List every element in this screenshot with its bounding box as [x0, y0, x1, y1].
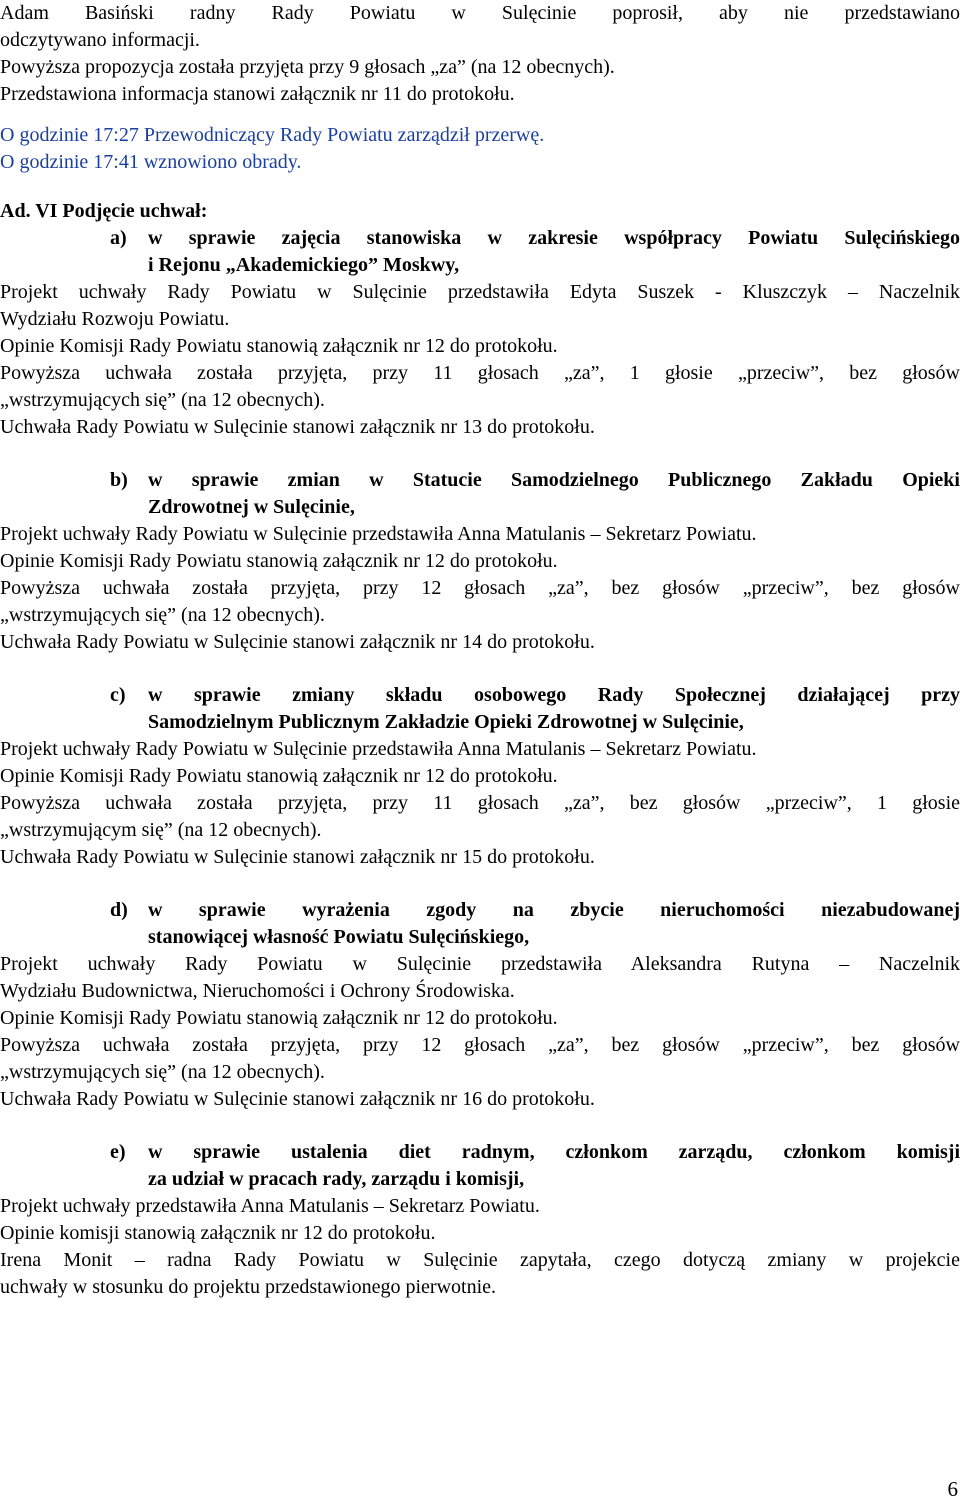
vote-line-2: „wstrzymujących się” (na 12 obecnych). [0, 389, 325, 411]
project-line-1: Projekt uchwały Rady Powiatu w Sulęcinie przedstawiła Anna Matulanis – Sekretarz Powiatu. [0, 738, 757, 760]
opinion-line: Opinie Komisji Rady Powiatu stanowią załącznik nr 12 do protokołu. [0, 550, 558, 572]
vote-line-1: Powyższa uchwała została przyjęta, przy 12 głosach „za”, bez głosów „przeciw”, bez głosów [0, 577, 960, 599]
item-label: a) [110, 227, 127, 249]
vote-line-1: Powyższa uchwała została przyjęta, przy 12 głosach „za”, bez głosów „przeciw”, bez głosów [0, 1034, 960, 1056]
title-line-1: w sprawie zmiany składu osobowego Rady Społecznej działającej przy [148, 684, 960, 706]
question-line-2: uchwały w stosunku do projektu przedstawionego pierwotnie. [0, 1276, 497, 1298]
opinion-line: Opinie Komisji Rady Powiatu stanowią załącznik nr 12 do protokołu. [0, 335, 558, 357]
item-label: b) [110, 469, 128, 491]
break-line-2: O godzinie 17:41 wznowiono obrady. [0, 151, 302, 173]
intro-block [0, 0, 960, 108]
opinion-line: Opinie Komisji Rady Powiatu stanowią załącznik nr 12 do protokołu. [0, 1007, 558, 1029]
resolution-title [110, 467, 960, 521]
project-line-1: Projekt uchwały przedstawiła Anna Matulanis – Sekretarz Powiatu. [0, 1195, 540, 1217]
resolution-line: Uchwała Rady Powiatu w Sulęcinie stanowi załącznik nr 14 do protokołu. [0, 631, 595, 653]
title-line-1: w sprawie wyrażenia zgody na zbycie nieruchomości niezabudowanej [148, 899, 960, 921]
title-line-2: za udział w pracach rady, zarządu i komisji, [148, 1168, 525, 1190]
section-heading: Ad. VI Podjęcie uchwał: [0, 200, 208, 222]
item-label: c) [110, 684, 126, 706]
resolution-title [110, 1139, 960, 1193]
item-label: e) [110, 1141, 126, 1163]
resolution-item-e [0, 1139, 960, 1247]
title-line-2: i Rejonu „Akademickiego” Moskwy, [148, 254, 460, 276]
page-number: 6 [947, 1477, 958, 1501]
question-block [0, 1247, 960, 1301]
title-line-2: stanowiącej własność Powiatu Sulęcińskiego, [148, 926, 530, 948]
vote-line-2: „wstrzymujących się” (na 12 obecnych). [0, 604, 325, 626]
project-line-1: Projekt uchwały Rady Powiatu w Sulęcinie przedstawiła Edyta Suszek - Kluszczyk – Naczelnik [0, 281, 960, 303]
intro-line-4: Przedstawiona informacja stanowi załącznik nr 11 do protokołu. [0, 83, 515, 105]
project-line-2: Wydziału Rozwoju Powiatu. [0, 308, 230, 330]
vote-line-1: Powyższa uchwała została przyjęta, przy 11 głosach „za”, 1 głosie „przeciw”, bez głosów [0, 362, 960, 384]
vote-line-2: „wstrzymujących się” (na 12 obecnych). [0, 1061, 325, 1083]
opinion-line: Opinie Komisji Rady Powiatu stanowią załącznik nr 12 do protokołu. [0, 765, 558, 787]
resolution-item-a [0, 225, 960, 441]
item-label: d) [110, 899, 128, 921]
resolution-item-d [0, 897, 960, 1113]
vote-line-1: Powyższa uchwała została przyjęta, przy 11 głosach „za”, bez głosów „przeciw”, 1 głosie [0, 792, 960, 814]
resolution-item-b [0, 467, 960, 656]
title-line-1: w sprawie zmian w Statucie Samodzielnego Publicznego Zakładu Opieki [148, 469, 960, 491]
break-block [0, 122, 960, 176]
resolution-title [110, 897, 960, 951]
resolution-line: Uchwała Rady Powiatu w Sulęcinie stanowi załącznik nr 16 do protokołu. [0, 1088, 595, 1110]
resolution-line: Uchwała Rady Powiatu w Sulęcinie stanowi załącznik nr 13 do protokołu. [0, 416, 595, 438]
title-line-2: Zdrowotnej w Sulęcinie, [148, 496, 355, 518]
intro-line-3: Powyższa propozycja została przyjęta przy 9 głosach „za” (na 12 obecnych). [0, 56, 615, 78]
vote-line-2: „wstrzymującym się” (na 12 obecnych). [0, 819, 322, 841]
title-line-1: w sprawie ustalenia diet radnym, członkom zarządu, członkom komisji [148, 1141, 960, 1163]
resolution-line: Uchwała Rady Powiatu w Sulęcinie stanowi załącznik nr 15 do protokołu. [0, 846, 595, 868]
intro-line-2: odczytywano informacji. [0, 29, 200, 51]
resolution-title [110, 682, 960, 736]
title-line-2: Samodzielnym Publicznym Zakładzie Opieki Zdrowotnej w Sulęcinie, [148, 711, 744, 733]
project-line-2: Wydziału Budownictwa, Nieruchomości i Ochrony Środowiska. [0, 980, 515, 1002]
opinion-line: Opinie komisji stanowią załącznik nr 12 do protokołu. [0, 1222, 436, 1244]
title-line-1: w sprawie zajęcia stanowiska w zakresie współpracy Powiatu Sulęcińskiego [148, 227, 960, 249]
break-line-1: O godzinie 17:27 Przewodniczący Rady Powiatu zarządził przerwę. [0, 124, 545, 146]
project-line-1: Projekt uchwały Rady Powiatu w Sulęcinie przedstawiła Aleksandra Rutyna – Naczelnik [0, 953, 960, 975]
question-line-1: Irena Monit – radna Rady Powiatu w Sulęcinie zapytała, czego dotyczą zmiany w projekcie [0, 1249, 960, 1271]
intro-line-1: Adam Basiński radny Rady Powiatu w Sulęcinie poprosił, aby nie przedstawiano [0, 2, 960, 24]
resolution-title [110, 225, 960, 279]
project-line-1: Projekt uchwały Rady Powiatu w Sulęcinie przedstawiła Anna Matulanis – Sekretarz Powiatu. [0, 523, 757, 545]
resolution-item-c [0, 682, 960, 871]
